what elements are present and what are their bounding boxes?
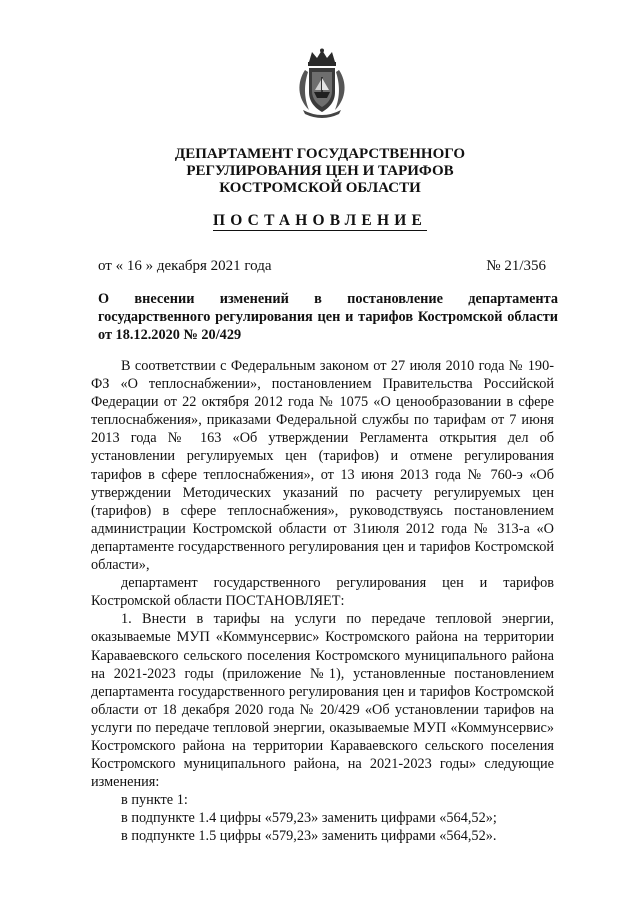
document-type-label: ПОСТАНОВЛЕНИЕ <box>212 212 428 229</box>
document-body <box>91 357 554 846</box>
department-name-line-2: РЕГУЛИРОВАНИЯ ЦЕН И ТАРИФОВ <box>186 163 454 179</box>
document-number: № 21/356 <box>486 258 546 274</box>
department-name-line-1: ДЕПАРТАМЕНТ ГОСУДАРСТВЕННОГО <box>174 146 466 162</box>
point-1-line: в пункте 1: <box>121 792 188 809</box>
document-date: от « 16 » декабря 2021 года <box>98 258 272 274</box>
department-name <box>0 146 640 197</box>
subpoint-1-4-line: в подпункте 1.4 цифры «579,23» заменить цифрами «564,52»; <box>121 810 497 827</box>
preamble-paragraph: В соответствии с Федеральным законом от 27 июля 2010 года № 190-ФЗ «О теплоснабжении», постановлением Правительства Российской Федерации от 22 октября 2012 года № 1075 «О ценообразовании в сфере теплоснабжения», приказами Федеральной службы по тарифам от 7 июня 2013 года № 163 «Об утверждении Регламента открытия дел об установлении регулируемых цен (тарифов) и отмене регулирования тарифов в сфере теплоснабжения», от 13 июня 2013 года № 760-э «Об утверждении Методических указаний по расчету регулируемых цен (тарифов) в сфере теплоснабжения», руководствуясь постановлением администрации Костромской области от 31июля 2012 года № 313-а «О департаменте государственного регулирования цен и тарифов Костромской области», <box>91 358 554 574</box>
coat-of-arms-emblem <box>295 48 349 118</box>
department-name-line-3: КОСТРОМСКОЙ ОБЛАСТИ <box>219 180 421 196</box>
date-number-line <box>98 258 546 275</box>
document-subject: О внесении изменений в постановление департамента государственного регулирования цен и тарифов Костромской области от 18.12.2020 № 20/429 <box>98 291 558 343</box>
decision-paragraph: департамент государственного регулирования цен и тарифов Костромской области ПОСТАНОВЛЯЕТ: <box>91 575 554 610</box>
subpoint-1-5-line: в подпункте 1.5 цифры «579,23» заменить цифрами «564,52». <box>121 828 497 845</box>
item-1-paragraph: 1. Внести в тарифы на услуги по передаче тепловой энергии, оказываемые МУП «Коммунсервис» Костромского района на территории Караваевского сельского поселения Костромского муниципального района на 2021-2023 годы (приложение №1), установленные постановлением департамента государственного регулирования цен и тарифов Костромской области от 18 декабря 2020 года № 20/429 «Об установлении тарифов на услуги по передаче тепловой энергии, оказываемые МУП «Коммунсервис» Костромского района на территории Караваевского сельского поселения Костромского муниципального района, на 2021-2023 годы» следующие изменения: <box>91 611 554 791</box>
document-type-title <box>0 212 640 230</box>
